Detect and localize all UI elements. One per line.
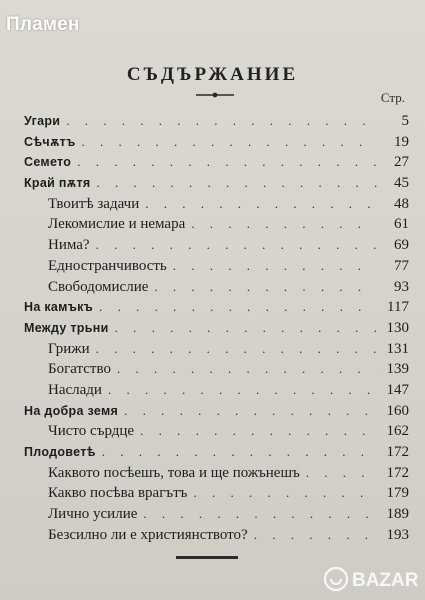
toc-entry-title: Богатство (48, 361, 111, 378)
toc-page-number: 45 (394, 175, 409, 192)
dot-leader (143, 504, 377, 525)
dot-leader (117, 359, 377, 380)
dot-leader (108, 380, 377, 401)
dot-leader (306, 463, 377, 484)
toc-page-number: 61 (394, 216, 409, 233)
toc-page-number: 131 (386, 340, 409, 357)
toc-entry-title: На камъкъ (24, 300, 94, 315)
dot-leader (140, 421, 377, 442)
toc-page-number: 193 (386, 526, 409, 543)
toc-page-number: 139 (386, 361, 409, 378)
toc-entry-title: Наслади (48, 381, 102, 398)
dot-leader (173, 256, 377, 277)
toc-section-row (24, 504, 409, 525)
dot-leader (96, 173, 377, 194)
toc-entry-title: Край пѫтя (24, 176, 91, 191)
toc-section-row (24, 194, 409, 215)
toc-entry-title: Между трьни (24, 320, 109, 335)
toc-entry-title: Каквото посѣешъ, това и ще пожънешъ (48, 464, 300, 481)
toc-chapter-row (24, 173, 409, 194)
dot-leader (154, 277, 377, 298)
toc-entry-title: На добра земя (24, 403, 119, 418)
toc-page-number: 189 (386, 506, 409, 523)
toc-page-number: 77 (394, 257, 409, 274)
dot-leader (96, 235, 377, 256)
toc-section-row (24, 256, 409, 277)
seller-watermark: Пламен (6, 14, 80, 35)
dot-leader (145, 194, 377, 215)
dot-leader (77, 152, 377, 173)
bottom-rule (176, 556, 238, 559)
dot-leader (115, 318, 377, 339)
dot-leader (82, 132, 377, 153)
toc-chapter-row (24, 297, 409, 318)
toc-entry-title: Угари (24, 114, 61, 128)
dot-leader (193, 483, 377, 504)
dot-leader (99, 297, 377, 318)
toc-entry-title: Лекомислие и немара (48, 216, 186, 233)
toc-page-number: 48 (394, 195, 409, 212)
toc-page-number: 147 (386, 381, 409, 398)
toc-section-row (24, 380, 409, 401)
dot-leader (102, 442, 377, 463)
toc-page-number: 160 (386, 402, 409, 419)
toc-entry-title: Семето (24, 155, 72, 170)
page-column-label: Стр. (380, 90, 405, 105)
dot-leader (124, 401, 377, 422)
toc-section-row (24, 483, 409, 504)
toc-page-number: 172 (386, 464, 409, 481)
toc-entry-title: Плодоветѣ (24, 445, 96, 459)
toc-section-row (24, 339, 409, 360)
toc-page-number: 93 (394, 278, 409, 295)
toc-section-row (24, 214, 409, 235)
svg-text:BAZAR: BAZAR (352, 570, 419, 591)
toc-chapter-row (24, 401, 409, 422)
toc-entry-title: Едностранчивость (48, 257, 167, 274)
toc-page-number: 5 (401, 113, 409, 129)
bazar-logo-icon (322, 562, 422, 596)
toc-page-number: 27 (394, 154, 409, 171)
toc-entry-title: Нима? (48, 237, 90, 254)
toc-page-number: 130 (386, 319, 409, 336)
toc-chapter-row (24, 111, 409, 132)
toc-page-number: 172 (386, 444, 409, 460)
toc-entry-title: Твоитѣ задачи (48, 195, 140, 212)
toc-page-number: 117 (387, 299, 409, 316)
toc-section-row (24, 463, 409, 484)
toc-entry-title: Какво посѣва врагътъ (48, 485, 188, 502)
toc-section-row (24, 235, 409, 256)
toc-page-number: 179 (386, 485, 409, 502)
toc-section-row (24, 277, 409, 298)
toc-page-number: 162 (386, 423, 409, 440)
toc-entry-title: Грижи (48, 340, 90, 357)
dot-leader (66, 111, 377, 132)
toc-section-row (24, 421, 409, 442)
toc-chapter-row (24, 442, 409, 463)
dot-leader (191, 214, 377, 235)
toc-section-row (24, 359, 409, 380)
toc-page-number: 19 (394, 133, 409, 150)
title-ornament-icon (196, 92, 234, 98)
toc-chapter-row (24, 132, 409, 153)
toc-entry-title: Безсилно ли е християнството? (48, 526, 248, 543)
toc-entry-title: Лично усилие (48, 506, 138, 523)
toc-chapter-row (24, 152, 409, 173)
toc-entry-title: Свободомислие (48, 278, 149, 295)
toc-entry-title: Чисто сърдце (48, 423, 135, 440)
toc-chapter-row (24, 318, 409, 339)
dot-leader (254, 525, 377, 546)
toc-section-row (24, 525, 409, 546)
table-of-contents (24, 111, 409, 545)
toc-page-number: 69 (394, 237, 409, 254)
toc-entry-title: Сѣчѫтъ (24, 134, 76, 149)
dot-leader (96, 339, 377, 360)
page-title: СЪДЪРЖАНИЕ (126, 64, 299, 85)
